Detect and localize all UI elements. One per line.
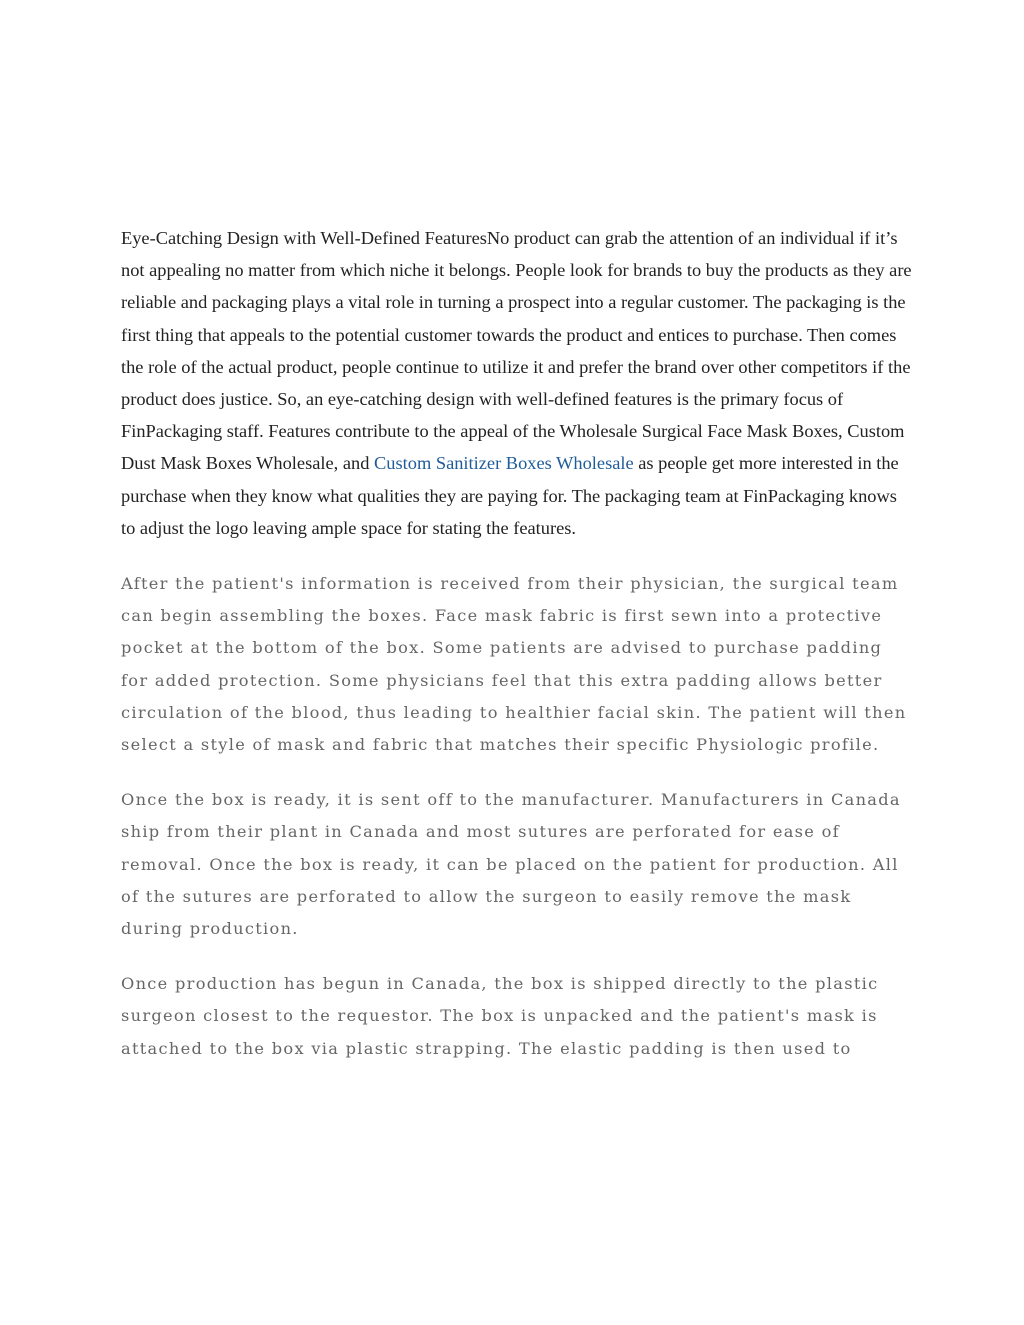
paragraph-assembly: After the patient's information is received from their physician, the surgical team can begin assembling the boxes. Face mask fabric is first sewn into a protective pocket at the bottom of the box. Some patients are advised to purchase padding for added protection. Some physicians feel that this extra padding allows better circulation of the blood, thus leading to healthier facial skin. The patient will then select a style of mask and fabric that matches their specific Physiologic profile.	[121, 574, 907, 755]
paragraph-features-text-start: Eye-Catching Design with Well-Defined FeaturesNo product can grab the attention of an individual if it’s not appealing no matter from which niche it belongs. People look for brands to buy the products as they are reliable and packaging plays a vital role in turning a prospect into a regular customer. The packaging is the first thing that appeals to the potential customer towards the product and entices to purchase. Then comes the role of the actual product, people continue to utilize it and prefer the brand over other competitors if the product does justice. So, an eye-catching design with well-defined features is the primary focus of FinPackaging staff. Features contribute to the appeal of the Wholesale Surgical Face Mask Boxes, Custom Dust Mask Boxes Wholesale, and	[121, 228, 912, 474]
paragraph-shipping: Once production has begun in Canada, the box is shipped directly to the plastic surgeon closest to the requestor. The box is unpacked and the patient's mask is attached to the box via plastic strapping. The elastic padding is then used to	[121, 974, 879, 1058]
paragraph-manufacturer: Once the box is ready, it is sent off to the manufacturer. Manufacturers in Canada ship from their plant in Canada and most sutures are perforated for ease of removal. Once the box is ready, it can be placed on the patient for production. All of the sutures are perforated to allow the surgeon to easily remove the mask during production.	[121, 790, 901, 939]
article-body	[121, 222, 913, 1088]
paragraph-features-text-end: as people get more interested in the purchase when they know what qualities they are paying for. The packaging team at FinPackaging knows to adjust the logo leaving ample space for stating the features.	[121, 453, 899, 538]
custom-sanitizer-boxes-link[interactable]: Custom Sanitizer Boxes Wholesale	[374, 453, 634, 474]
paragraph-features	[121, 222, 913, 544]
